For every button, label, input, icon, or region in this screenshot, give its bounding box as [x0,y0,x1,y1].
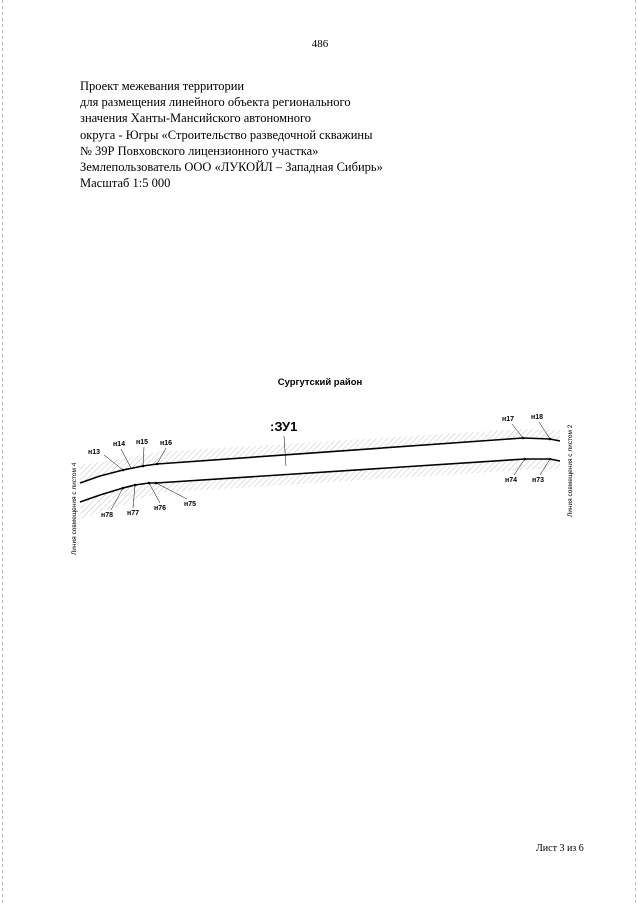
point-label: н75 [184,501,197,508]
title-line: округа - Югры «Строительство разведочной скважины [80,127,373,142]
point-label: н76 [154,505,167,512]
right-sheet-line-label: Линия совмещения с листом 2 [567,424,574,517]
title-line: Проект межевания территории [80,79,245,93]
point-label: н18 [531,414,544,421]
point-label: н15 [136,439,149,446]
scale-line: Масштаб 1:5 000 [80,176,171,191]
point-label: н13 [88,449,101,456]
sheet-footer: Лист 3 из 6 [536,843,584,854]
title-line: для размещения линейного объекта регионального [80,95,351,110]
point-label: н17 [502,416,515,423]
title-line: № 39Р Повховского лицензионного участка» [80,143,319,158]
point-label: н73 [532,477,545,484]
point-label: н74 [505,477,518,484]
parcel-label: :ЗУ1 [270,419,298,434]
page-number: 486 [311,38,329,50]
point-label: н16 [160,440,173,447]
title-line: значения Ханты-Мансийского автономного [80,111,312,126]
title-line: Землепользователь ООО «ЛУКОЙЛ – Западная Сибирь» [80,160,383,175]
point-label: н77 [127,510,140,517]
point-label: н78 [101,512,114,519]
point-label: н14 [113,441,126,448]
left-sheet-line-label: Линия совмещения с листом 4 [71,462,78,555]
district-label: Сургутский район [277,377,363,388]
lower-hatch-band [80,459,560,519]
